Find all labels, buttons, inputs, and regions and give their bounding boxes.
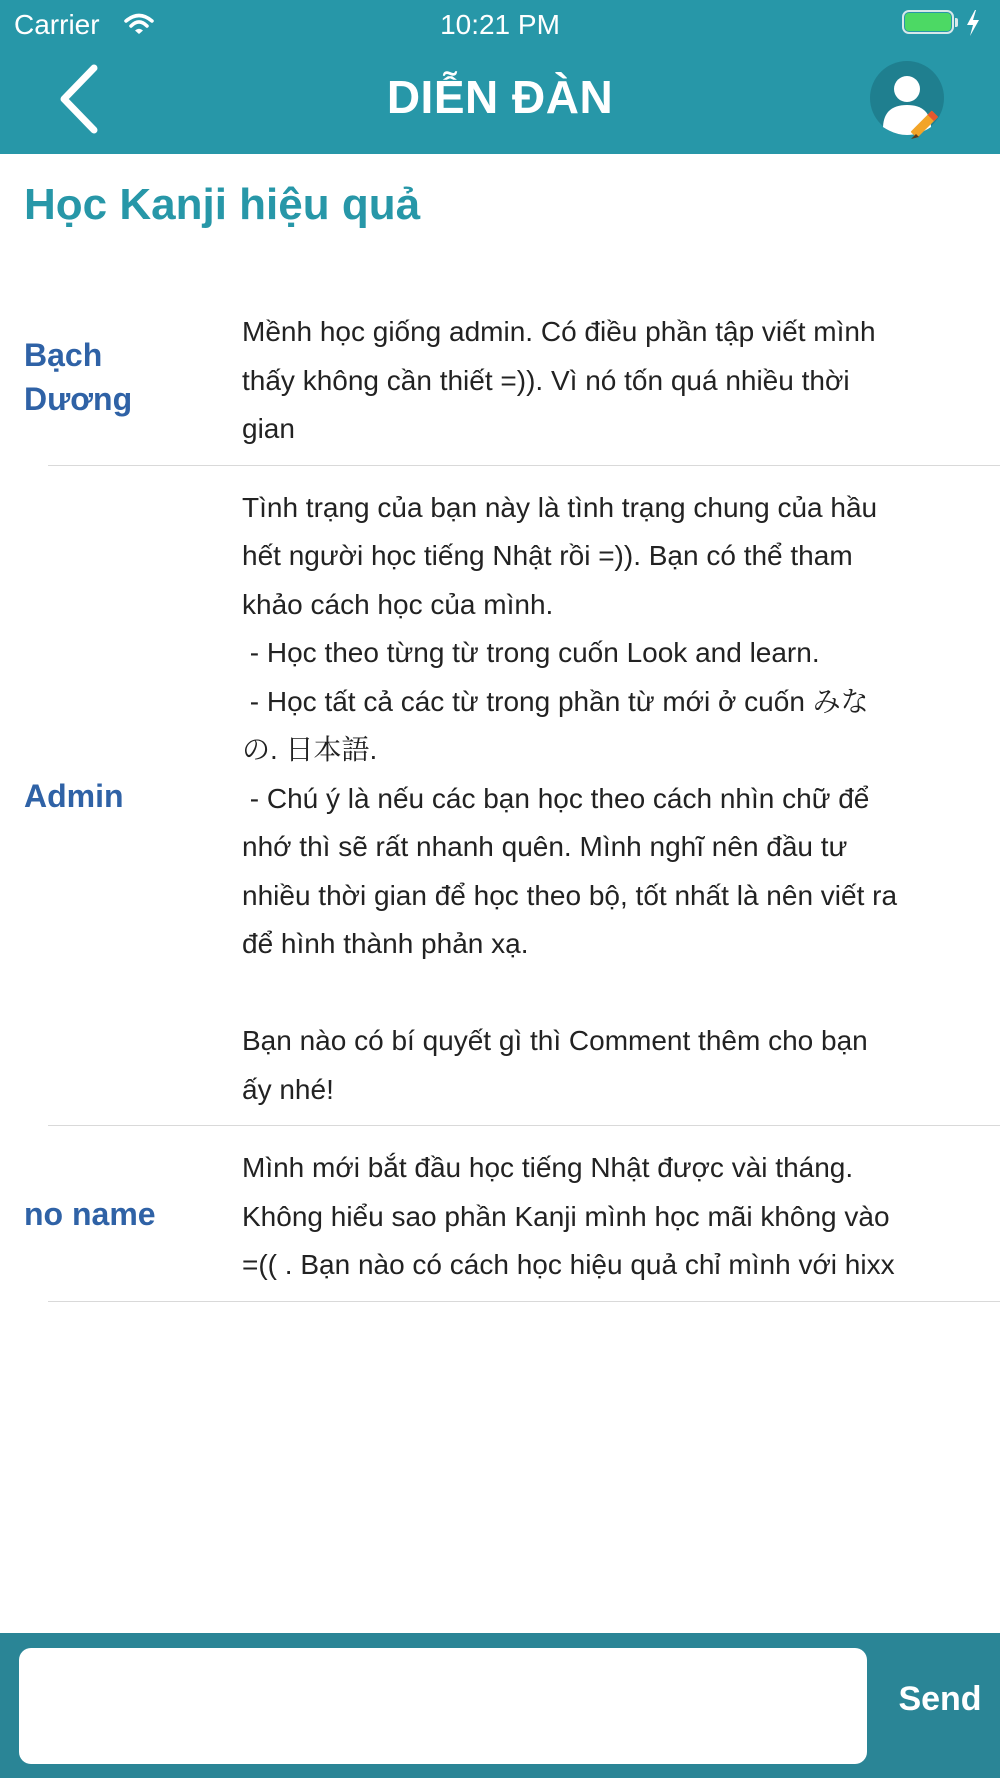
post-list [0,288,1000,1302]
user-edit-icon [870,61,954,145]
clock: 10:21 PM [440,9,560,40]
post-item [0,466,1000,1127]
post-author: Bạch Dương [24,336,133,417]
post-author: Admin [24,777,124,814]
post-item [0,288,1000,466]
status-bar [0,0,1000,50]
post-divider [48,1301,1000,1302]
charging-bolt-icon [966,10,980,43]
post-content: Mình mới bắt đầu học tiếng Nhật được vài tháng. Không hiểu sao phần Kanji mình học mãi không vào =(( . Bạn nào có cách học hiệu quả chỉ mình với hixx [242,1152,895,1280]
post-content: Mềnh học giống admin. Có điều phần tập viết mình thấy không cần thiết =)). Vì nó tốn quá nhiều thời gian [242,316,876,444]
post-content: Tình trạng của bạn này là tình trạng chung của hầu hết người học tiếng Nhật rồi =)). Bạn có thể tham khảo cách học của mình. - Học theo từng từ trong cuốn Look and learn. - Học tất cả các từ trong phần từ mới ở cuốn みな の. 日本語. - Chú ý là nếu các bạn học theo cách nhìn chữ để nhớ thì sẽ rất nhanh quên. Mình nghĩ nên đầu tư nhiều thời gian để học theo bộ, tốt nhất là nên viết ra để hình thành phản xạ. Bạn nào có bí quyết gì thì Comment thêm cho bạn ấy nhé! [242,491,898,1105]
page-title: DIỄN ĐÀN [386,71,614,123]
post-item [0,1126,1000,1302]
battery-icon [902,10,960,36]
navigation-header [0,0,1000,154]
topic-title: Học Kanji hiệu quả [24,180,421,229]
profile-edit-button[interactable] [870,61,954,145]
carrier-label: Carrier [14,9,100,40]
post-author: no name [24,1195,156,1232]
send-button[interactable]: Send [898,1680,982,1718]
message-input[interactable] [19,1648,867,1764]
